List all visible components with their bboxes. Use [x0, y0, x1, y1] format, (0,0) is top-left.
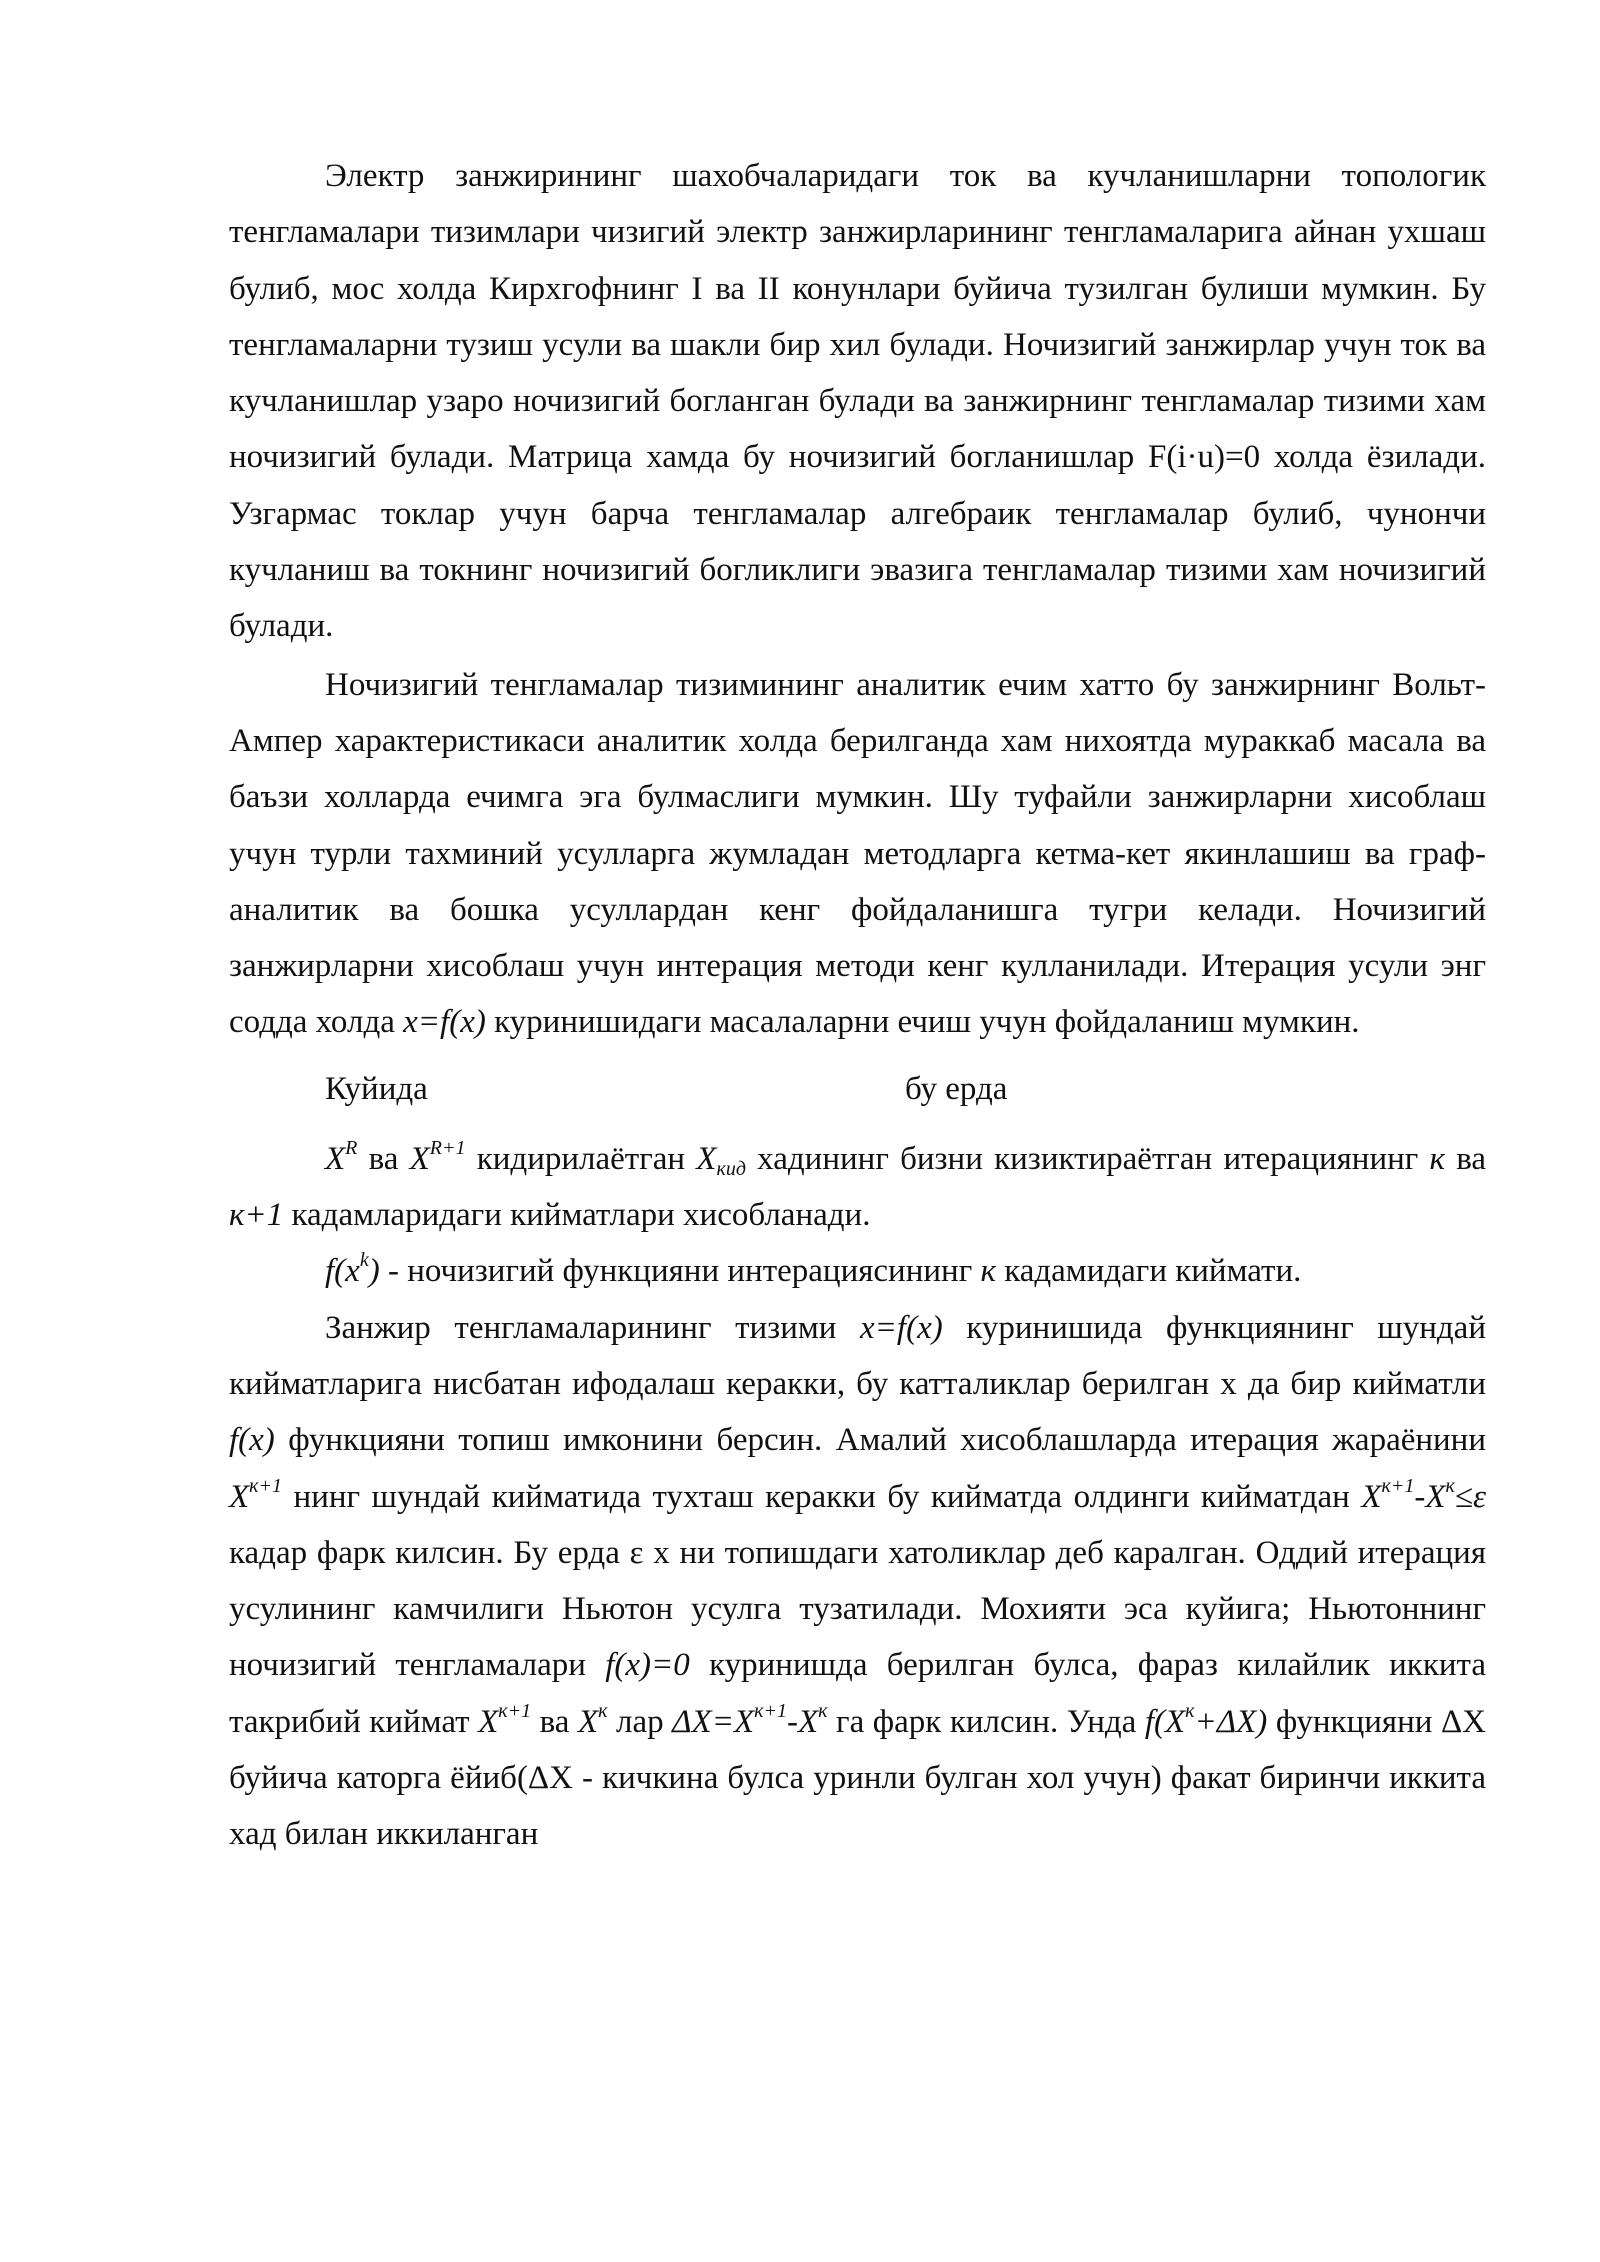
label-kuyida: Куйида: [325, 1070, 428, 1107]
paragraph-text: га фарк килсин. Унда: [827, 1703, 1145, 1740]
paragraph-text: Ночизигий тенгламалар тизимининг аналитик ечим хатто бу занжирнинг Вольт-Ампер характеристикаси аналитик холда берилганда хам нихоятда мураккаб масала ва баъзи холларда ечимга эга булмаслиги мумкин. Шу туфайли занжирларни хисоблаш учун турли тахминий усулларга жумладан методларга кетма-кет якинлашиш ва граф-аналитик ва бошка усуллардан кенг фойдаланишга тугри келади. Ночизигий занжирларни хисоблаш учун интерация методи кенг кулланилади. Итерация усули энг содда холда: [229, 666, 1486, 1041]
paragraph-text: функцияни топиш имконини берсин. Амалий хисоблашларда итерация жараёнини: [274, 1422, 1486, 1459]
formula-f-xk-plus-delta: $f(X^к+\Delta X)$: [1144, 1699, 1268, 1740]
paragraph-topology: Электр занжирининг шахобчаларидаги ток ва кучланишларни топологик тенгламалари тизимлари чизигий электр занжирларининг тенгламаларига айнан ухшаш булиб, мос холда Кирхгофнинг I ва II конунлари буйича тузилган булиши мумкин. Бу тенгламаларни тузиш усули ва шакли бир хил булади. Ночизигий занжирлар учун ток ва кучланишлар узаро ночизигий богланган булади ва занжирнинг тенгламалар тизими хам ночизигий булади. Матрица хамда бу ночизигий богланишлар F(i·u)=0 холда ёзилади. Узгармас токлар учун барча тенгламалар алгебраик тенгламалар булиб, чунончи кучланиш ва токнинг ночизигий богликлиги эвазига тенгламалар тизими хам ночизигий булади.: [229, 158, 1486, 645]
formula-fx: f(x): [229, 1422, 275, 1459]
symbol-x-k1: $X^{к+1}$: [478, 1699, 532, 1740]
symbol-x-kid: $X_{кид}$: [696, 1140, 746, 1180]
formula-delta-x: $\Delta X=X^{к+1}-X^к$: [672, 1699, 828, 1740]
paragraph-newton-method: [229, 1300, 1486, 1863]
paragraph-text: кадамларидаги кийматлари хисобланади.: [283, 1197, 871, 1234]
symbol-k-plus-1: к+1: [229, 1197, 284, 1234]
paragraph-text: ва: [531, 1703, 578, 1740]
paragraph-text: - ночизигий функцияни интерациясининг: [379, 1253, 981, 1290]
paragraph-function-value: [229, 1243, 1486, 1299]
paragraph-text: кидирилаётган: [465, 1140, 697, 1177]
paragraph-text: кадар фарк килсин. Бу ерда ε х ни топишдаги хатоликлар деб каралган. Оддий итерация усулининг камчилиги Ньютон усулга тузатилади. Мохияти эса куйига; Ньютоннинг ночизигий тенгламалари: [229, 1534, 1486, 1684]
paragraph-text: нинг шундай кийматида тухташ керакки бу кийматда олдинги кийматдан: [282, 1478, 1362, 1515]
paragraph-text: куринишда берилган булса, фараз килайлик иккита такрибий киймат: [229, 1647, 1486, 1740]
document-page: [229, 148, 1486, 1863]
paragraph-text: ва: [1444, 1140, 1486, 1177]
symbol-x-r: $X^R$: [325, 1136, 358, 1177]
paragraph-text: Занжир тенгламаларининг тизими: [325, 1309, 860, 1346]
symbol-x-k1: $X^{к+1}$: [229, 1474, 283, 1515]
paragraph-text: куринишидаги масалаларни ечиш учун фойдаланиш мумкин.: [485, 1004, 1360, 1041]
paragraph-text: лар: [607, 1703, 673, 1740]
paragraph-text: кадамидаги киймати.: [995, 1253, 1302, 1290]
paragraph-text: хадининг бизни кизиктираётган итерациянинг: [745, 1140, 1430, 1177]
symbol-k: к: [980, 1253, 996, 1290]
formula-epsilon-condition: $X^{к+1}-X^к\le\varepsilon$: [1361, 1474, 1486, 1515]
paragraph-text: куринишида функциянинг шундай кийматларига нисбатан ифодалаш керакки, бу катталиклар берилган х да бир кийматли: [229, 1309, 1486, 1402]
formula-f-xk: $f(x^k)$: [325, 1249, 380, 1290]
formula-x-eq-fx: x=f(x): [403, 1004, 486, 1041]
symbol-x-r1: $X^{R+1}$: [409, 1136, 466, 1177]
paragraph-iteration-values: [229, 1131, 1486, 1244]
formula-fx-eq-0: f(x)=0: [605, 1647, 690, 1684]
paragraph-text: ва: [357, 1140, 410, 1177]
label-bu-erda: бу ерда: [905, 1070, 1008, 1107]
symbol-x-k: $X^к$: [577, 1699, 608, 1740]
symbol-k: к: [1429, 1140, 1445, 1177]
paragraph-text: функцияни ΔX буйича каторга ёйиб(ΔX - кичкина булса уринли булган хол учун) факат биринчи иккита хад билан иккиланган: [229, 1703, 1486, 1853]
formula-line: [229, 1061, 1486, 1117]
paragraph-nonlinear-methods: [229, 657, 1486, 1051]
formula-x-eq-fx: x=f(x): [860, 1309, 943, 1346]
